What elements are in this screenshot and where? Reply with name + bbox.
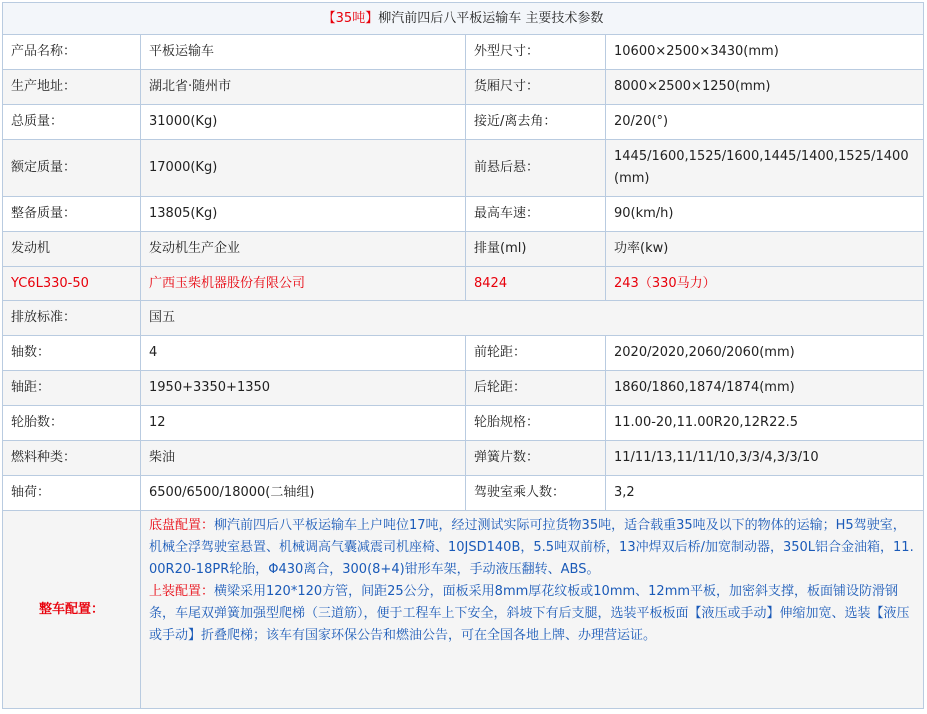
table-row [3, 35, 924, 70]
title-text: 柳汽前四后八平板运输车 主要技术参数 [378, 10, 604, 26]
row-label: 轮胎规格： [466, 406, 606, 441]
row-label: 轴数： [3, 336, 141, 371]
table-row [3, 301, 924, 336]
row-value: 17000(Kg) [141, 140, 466, 197]
row-value: 1445/1600,1525/1600,1445/1400,1525/1400(mm) [606, 140, 924, 197]
row-label: 发动机 [3, 232, 141, 267]
row-value: 6500/6500/18000(二轴组) [141, 476, 466, 511]
row-label: 前悬后悬： [466, 140, 606, 197]
chassis-title: 底盘配置： [149, 518, 215, 533]
row-value: 发动机生产企业 [141, 232, 466, 267]
row-label: 驾驶室乘人数： [466, 476, 606, 511]
config-content [141, 511, 924, 709]
row-value: 1860/1860,1874/1874(mm) [606, 371, 924, 406]
config-label: 整车配置： [3, 511, 141, 709]
row-label: 弹簧片数： [466, 441, 606, 476]
engine-model: YC6L330-50 [3, 267, 141, 301]
row-value: 4 [141, 336, 466, 371]
row-label: 排量(ml) [466, 232, 606, 267]
row-value: 2020/2020,2060/2060(mm) [606, 336, 924, 371]
title-row [3, 3, 924, 35]
row-value: 功率(kw) [606, 232, 924, 267]
row-label: 总质量： [3, 105, 141, 140]
table-row [3, 197, 924, 232]
table-row [3, 406, 924, 441]
row-value: 11/11/13,11/11/10,3/3/4,3/3/10 [606, 441, 924, 476]
table-row [3, 105, 924, 140]
row-label: 整备质量： [3, 197, 141, 232]
row-value: 平板运输车 [141, 35, 466, 70]
row-label: 轮胎数： [3, 406, 141, 441]
row-value: 8000×2500×1250(mm) [606, 70, 924, 105]
row-value: 湖北省·随州市 [141, 70, 466, 105]
row-value: 3,2 [606, 476, 924, 511]
row-value: 90(km/h) [606, 197, 924, 232]
row-label: 轴荷： [3, 476, 141, 511]
config-row [3, 511, 924, 709]
row-label: 额定质量： [3, 140, 141, 197]
table-row [3, 371, 924, 406]
row-label: 排放标准： [3, 301, 141, 336]
table-row [3, 441, 924, 476]
engine-displacement: 8424 [466, 267, 606, 301]
table-row [3, 476, 924, 511]
row-label: 后轮距： [466, 371, 606, 406]
row-label: 最高车速： [466, 197, 606, 232]
row-label: 轴距： [3, 371, 141, 406]
body-text: 横梁采用120*120方管，间距25公分，面板采用8mm厚花纹板或10mm、12mm平板，加密斜支撑，板面铺设防滑钢条，车尾双弹簧加强型爬梯（三道筋），便于工程车上下安全，斜坡下有后支腿，选装平板板面【液压或手动】伸缩加宽、选装【液压或手动】折叠爬梯；该车有国家环保公告和燃油公告，可在全国各地上牌、办理营运证。 [149, 584, 910, 643]
tonnage-tag: 【35吨】 [322, 10, 379, 26]
chassis-text: 柳汽前四后八平板运输车上户吨位17吨，经过测试实际可拉货物35吨，适合载重35吨及以下的物体的运输；H5驾驶室，机械全浮驾驶室悬置、机械调高气囊减震司机座椅、10JSD140B，5.5吨双前桥，13冲焊双后桥/加宽制动器，350L铝合金油箱，11.00R20-18PR轮胎，Φ430离合，300(8+4)钳形车架，手动液压翻转、ABS。 [149, 518, 914, 577]
engine-power: 243（330马力） [606, 267, 924, 301]
engine-maker: 广西玉柴机器股份有限公司 [141, 267, 466, 301]
table-row [3, 140, 924, 197]
row-label: 前轮距： [466, 336, 606, 371]
row-label: 外型尺寸： [466, 35, 606, 70]
row-value: 柴油 [141, 441, 466, 476]
row-value: 13805(Kg) [141, 197, 466, 232]
row-value: 31000(Kg) [141, 105, 466, 140]
engine-row [3, 267, 924, 301]
row-label: 生产地址： [3, 70, 141, 105]
table-title [3, 3, 924, 35]
row-label: 接近/离去角： [466, 105, 606, 140]
spec-table [2, 2, 924, 709]
row-label: 产品名称： [3, 35, 141, 70]
row-value: 10600×2500×3430(mm) [606, 35, 924, 70]
row-value: 12 [141, 406, 466, 441]
row-value: 1950+3350+1350 [141, 371, 466, 406]
row-value: 20/20(°) [606, 105, 924, 140]
table-row [3, 336, 924, 371]
row-value: 11.00-20,11.00R20,12R22.5 [606, 406, 924, 441]
body-title: 上装配置： [149, 584, 215, 599]
table-row [3, 70, 924, 105]
row-value: 国五 [141, 301, 924, 336]
table-row [3, 232, 924, 267]
row-label: 货厢尺寸： [466, 70, 606, 105]
row-label: 燃料种类： [3, 441, 141, 476]
